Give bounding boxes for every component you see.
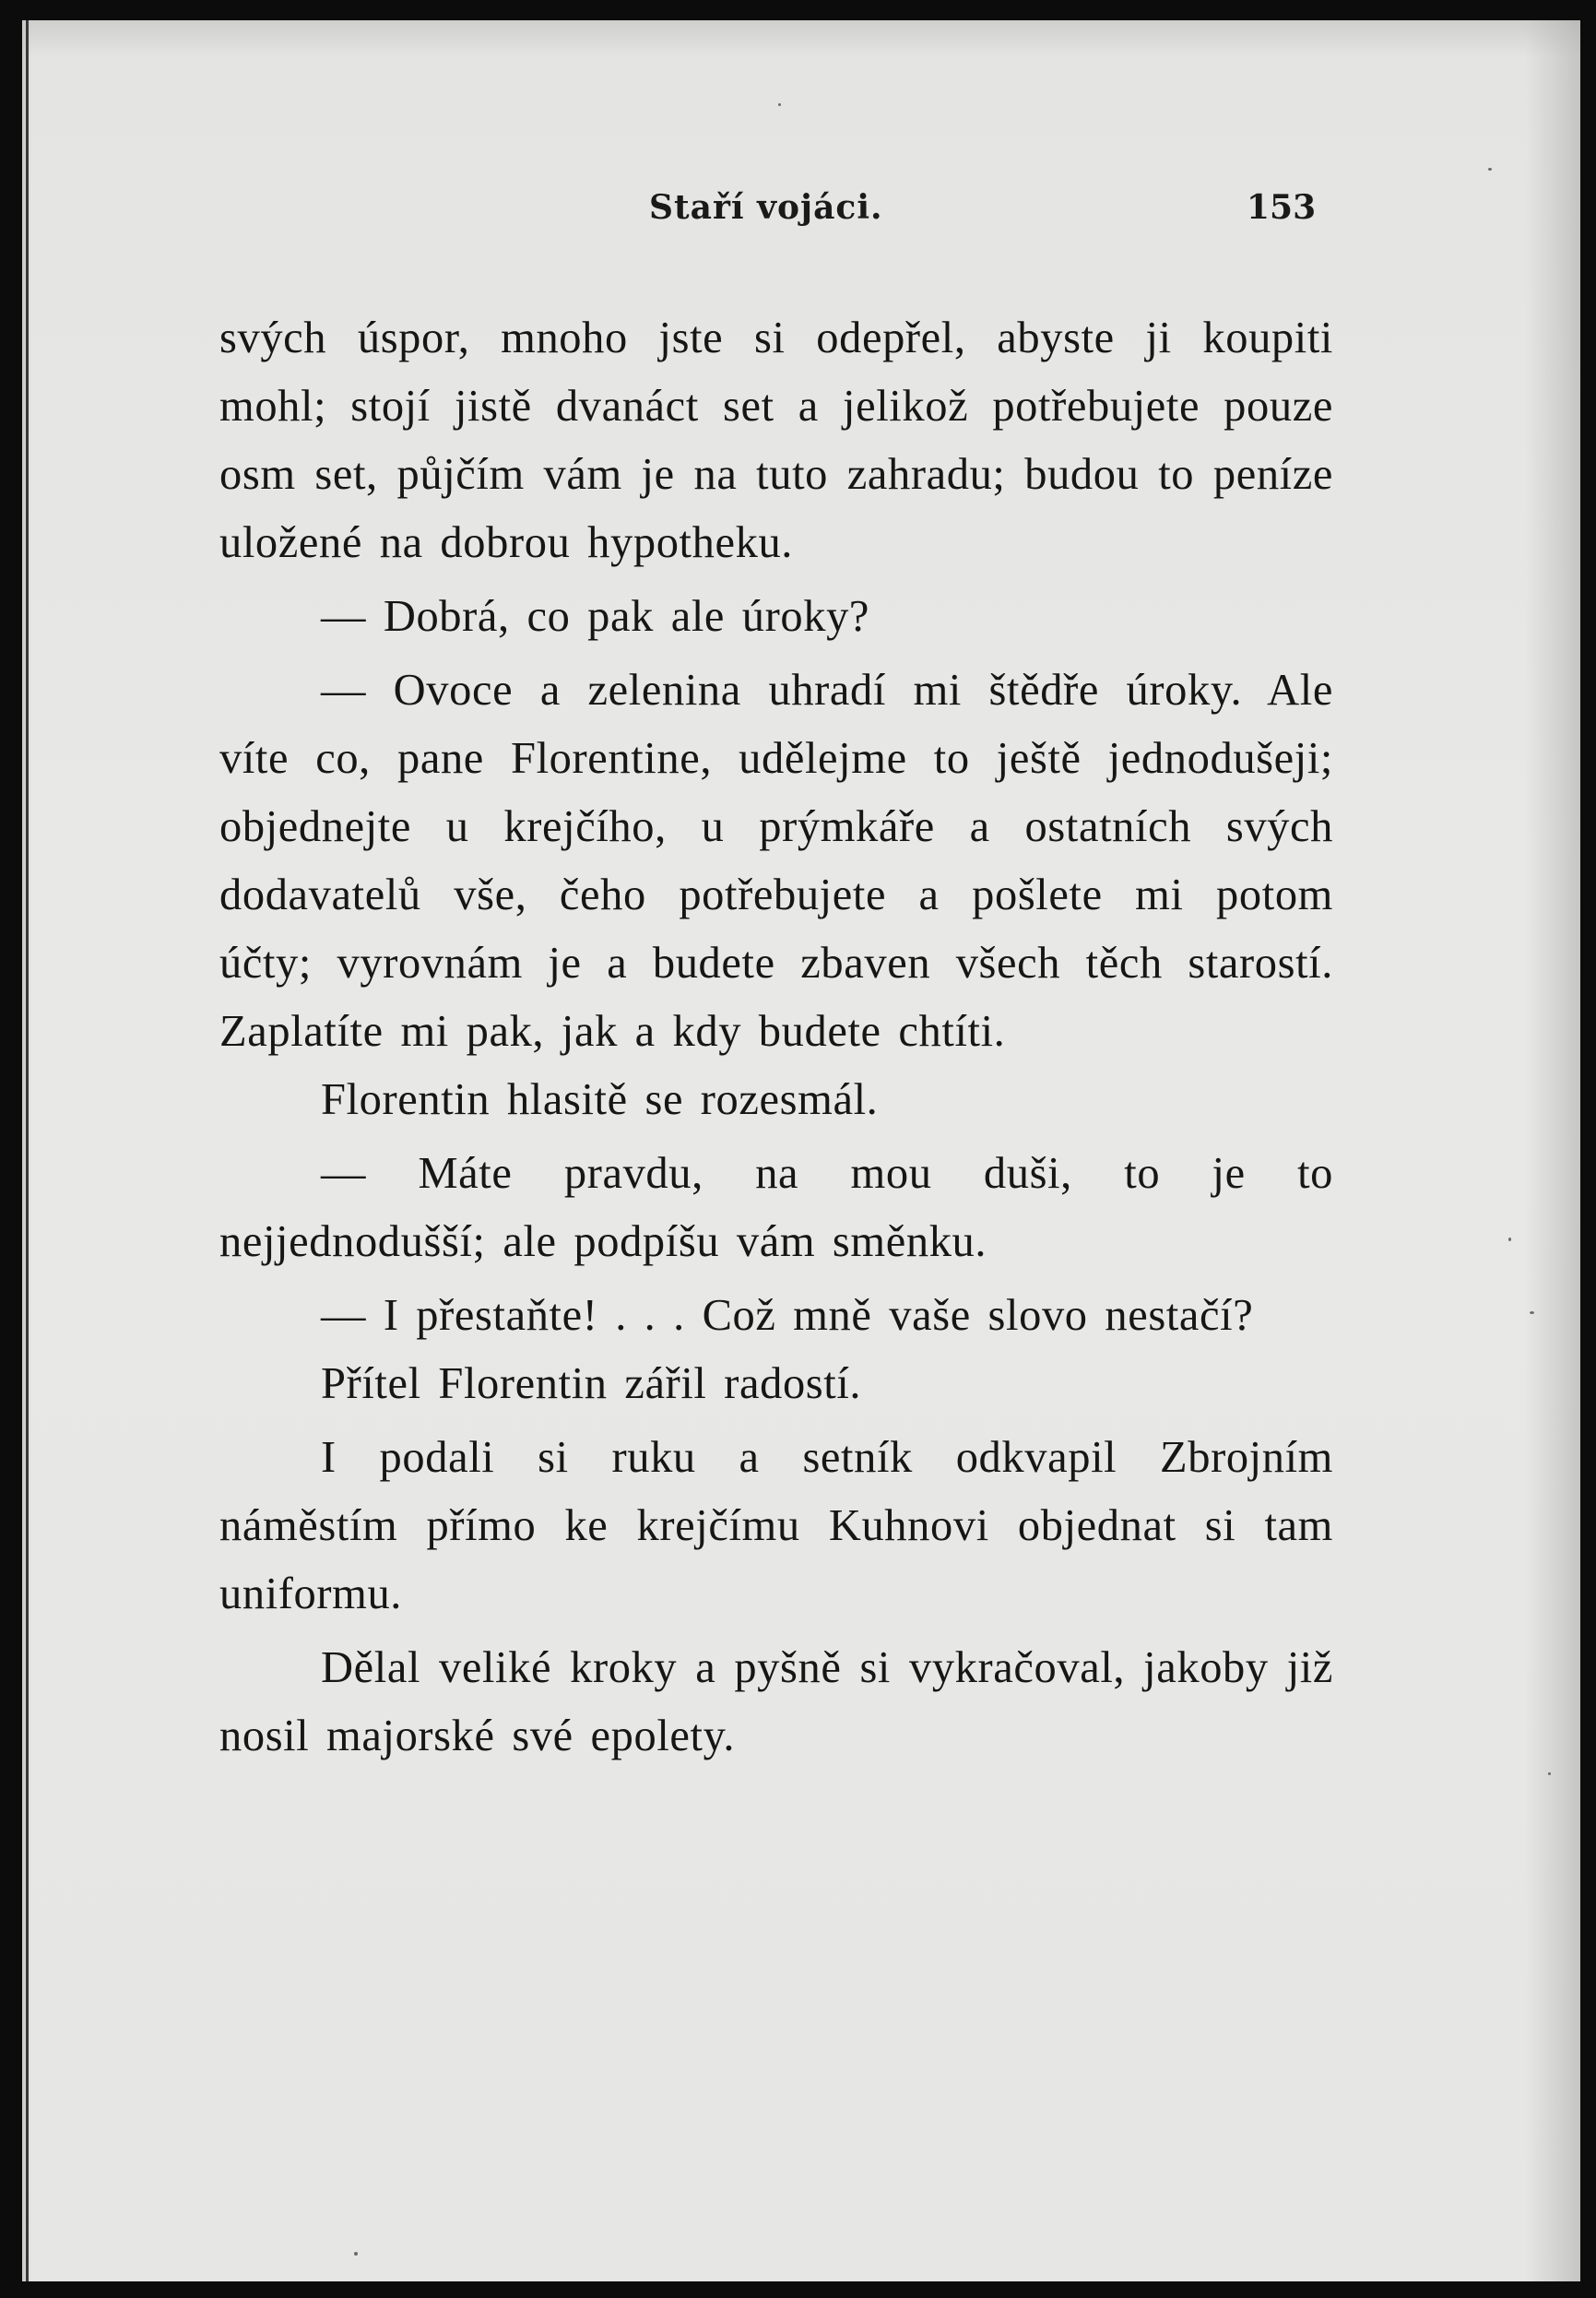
paragraph: — Dobrá, co pak ale úroky?: [321, 592, 870, 641]
paragraph: Dělal veliké kroky a pyšně si vykračoval, jakoby již nosil majorské své epolety.: [219, 1643, 1333, 1760]
paper-speck: [1508, 1238, 1511, 1241]
paragraph: Přítel Florentin zářil radostí.: [321, 1359, 862, 1408]
paper-speck: [1548, 1772, 1551, 1775]
paragraph: svých úspor, mnoho jste si odepřel, abyste ji koupiti mohl; stojí jistě dvanáct set a jelikož potřebujete pouze osm set, půjčím vám je na tuto zahradu; budou to peníze uložené na dobrou hypotheku.: [219, 314, 1333, 567]
binding-edge-line: [26, 20, 29, 2281]
paragraph: Florentin hlasitě se rozesmál.: [321, 1075, 879, 1124]
page-shadow-top: [22, 20, 1580, 57]
body-text: [219, 304, 1333, 1771]
page-number: 153: [1247, 188, 1317, 227]
paragraph: — Máte pravdu, na mou duši, to je to nejjednodušší; ale podpíšu vám směnku.: [219, 1149, 1333, 1266]
paper-speck: [778, 103, 781, 106]
running-title: Staří vojáci.: [649, 188, 883, 227]
book-page: [22, 20, 1580, 2281]
paper-speck: [1488, 168, 1492, 171]
running-head: [22, 188, 1580, 243]
paper-speck: [354, 2252, 358, 2256]
paragraph: — I přestaňte! . . . Což mně vaše slovo nestačí?: [321, 1291, 1254, 1340]
paragraph: — Ovoce a zelenina uhradí mi štědře úroky. Ale víte co, pane Florentine, udělejme to ještě jednodušeji; objednejte u krejčího, u prýmkáře a ostatních svých dodavatelů vše, čeho potřebujete a pošlete mi potom účty; vyrovnám je a budete zbaven všech těch starostí. Zaplatíte mi pak, jak a kdy budete chtíti.: [219, 666, 1333, 1056]
paper-speck: [1530, 1311, 1534, 1314]
page-shadow-right: [1525, 20, 1580, 2281]
paragraph: I podali si ruku a setník odkvapil Zbrojním náměstím přímo ke krejčímu Kuhnovi objednat si tam uniformu.: [219, 1433, 1333, 1618]
